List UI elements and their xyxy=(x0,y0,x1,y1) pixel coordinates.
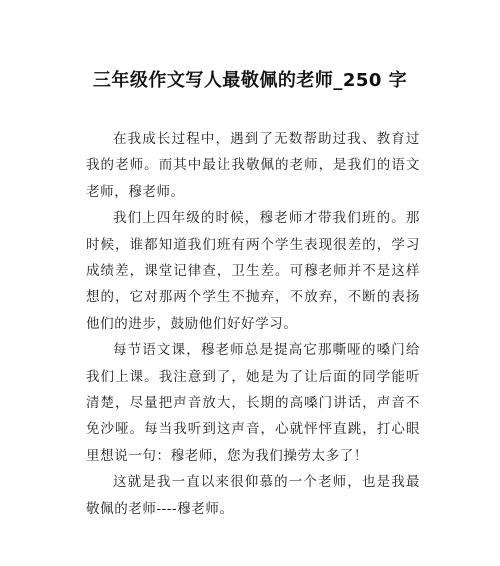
paragraph: 每节语文课，穆老师总是提高它那嘶哑的嗓门给我们上课。我注意到了，她是为了让后面的同学能听清楚，尽量把声音放大，长期的高嗓门讲话，声音不免沙哑。每当我听到这声音，心就怦怦直跳，打心眼里想说一句：穆老师，您为我们操劳太多了！ xyxy=(86,342,420,464)
paragraph: 在我成长过程中，遇到了无数帮助过我、教育过我的老师。而其中最让我敬佩的老师，是我们的语文老师，穆老师。 xyxy=(86,131,420,200)
paragraph: 这就是我一直以来很仰慕的一个老师，也是我最敬佩的老师----穆老师。 xyxy=(86,474,420,517)
paragraph: 我们上四年级的时候，穆老师才带我们班的。那时候，谁都知道我们班有两个学生表现很差的，学习成绩差，课堂记律查，卫生差。可穆老师并不是这样想的，它对那两个学生不抛弃，不放弃，不断的表扬他们的进步，鼓励他们好好学习。 xyxy=(86,210,420,332)
document-body xyxy=(86,126,420,522)
document-title: 三年级作文写人最敬佩的老师_250 字 xyxy=(92,70,408,91)
